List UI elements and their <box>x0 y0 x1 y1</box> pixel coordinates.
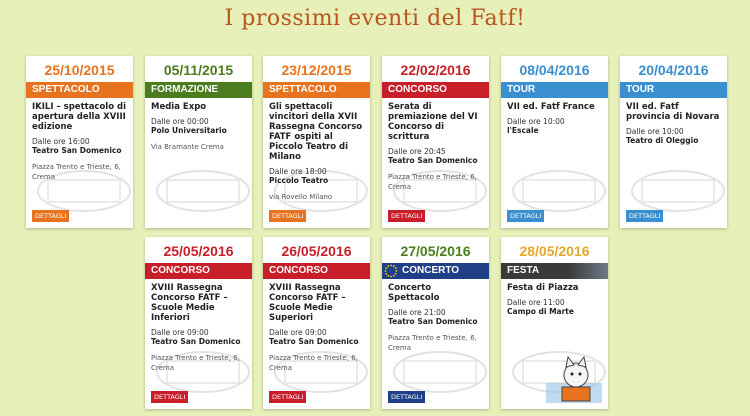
event-body <box>501 98 608 136</box>
festival-watermark-logo <box>628 166 727 216</box>
event-category <box>263 82 370 98</box>
event-body <box>620 98 727 146</box>
event-date: 20/04/2016 <box>638 62 709 78</box>
event-date: 28/05/2016 <box>519 243 590 259</box>
event-time: Dalle ore 18:00 <box>269 167 327 176</box>
event-body <box>145 98 252 152</box>
event-category-label: TOUR <box>507 84 536 95</box>
festival-watermark-logo <box>509 166 608 216</box>
event-place: Teatro San Domenico <box>269 337 359 346</box>
event-time: Dalle ore 10:00 <box>507 117 565 126</box>
event-category <box>145 263 252 279</box>
event-place: Teatro San Domenico <box>388 156 478 165</box>
event-time: Dalle ore 11:00 <box>507 298 565 307</box>
event-category-label: CONCORSO <box>151 265 210 276</box>
event-title[interactable]: VII ed. Fatf provincia di Novara <box>626 102 720 122</box>
event-card[interactable] <box>145 56 252 228</box>
event-category <box>26 82 133 98</box>
event-body <box>145 279 252 373</box>
event-category <box>382 82 489 98</box>
event-address: Piazza Trento e Trieste, 6, Crema <box>269 354 358 372</box>
event-title[interactable]: VII ed. Fatf France <box>507 102 595 112</box>
festa-banner-image <box>568 263 608 279</box>
event-category-label: FESTA <box>507 265 540 276</box>
event-time: Dalle ore 09:00 <box>151 328 209 337</box>
event-address: Piazza Trento e Trieste, 6, Crema <box>32 163 121 181</box>
event-time: Dalle ore 20:45 <box>388 147 446 156</box>
details-button[interactable]: DETTAGLI <box>626 210 663 222</box>
event-title[interactable]: Gli spettacoli vincitori della XVII Rassegna Concorso FATF ospiti al Piccolo Teatro di Milano <box>269 102 363 162</box>
event-card[interactable] <box>382 56 489 228</box>
event-date: 22/02/2016 <box>400 62 471 78</box>
event-body <box>501 279 608 317</box>
event-place: Piccolo Teatro <box>269 176 329 185</box>
event-address: Piazza Trento e Trieste, 6, Crema <box>151 354 240 372</box>
details-button[interactable]: DETTAGLI <box>269 210 306 222</box>
event-title[interactable]: Festa di Piazza <box>507 283 579 293</box>
event-time: Dalle ore 00:00 <box>151 117 209 126</box>
event-category <box>382 263 489 279</box>
event-card[interactable] <box>263 237 370 409</box>
page-title: I prossimi eventi del Fatf! <box>224 6 526 31</box>
event-category <box>501 82 608 98</box>
event-card[interactable] <box>263 56 370 228</box>
event-address: Via Bramante Crema <box>151 143 224 151</box>
event-card[interactable] <box>145 237 252 409</box>
event-time: Dalle ore 16:00 <box>32 137 90 146</box>
event-category <box>501 263 608 279</box>
event-date: 25/05/2016 <box>163 243 234 259</box>
event-title[interactable]: Serata di premiazione del VI Concorso di scrittura <box>388 102 478 142</box>
event-body <box>382 98 489 192</box>
event-place: Polo Universitario <box>151 126 227 135</box>
event-category-label: CONCORSO <box>269 265 328 276</box>
event-place: l'Escale <box>507 126 539 135</box>
eu-flag-icon <box>382 263 400 279</box>
event-time: Dalle ore 21:00 <box>388 308 446 317</box>
event-card[interactable] <box>501 56 608 228</box>
event-category-label: TOUR <box>626 84 655 95</box>
event-time: Dalle ore 10:00 <box>626 127 684 136</box>
details-button[interactable]: DETTAGLI <box>388 391 425 403</box>
event-date: 23/12/2015 <box>281 62 352 78</box>
event-date: 08/04/2016 <box>519 62 590 78</box>
event-address: Piazza Trento e Trieste, 6, Crema <box>388 334 477 352</box>
event-category-label: SPETTACOLO <box>32 84 100 95</box>
event-title[interactable]: XVIII Rassegna Concorso FATF – Scuole Medie Superiori <box>269 283 346 323</box>
event-title[interactable]: XVIII Rassegna Concorso FATF – Scuole Medie Inferiori <box>151 283 228 323</box>
event-category-label: CONCORSO <box>388 84 447 95</box>
event-card[interactable] <box>620 56 727 228</box>
event-card[interactable] <box>382 237 489 409</box>
event-date: 26/05/2016 <box>281 243 352 259</box>
event-time: Dalle ore 09:00 <box>269 328 327 337</box>
festival-watermark-logo <box>390 347 489 397</box>
details-button[interactable]: DETTAGLI <box>151 391 188 403</box>
cat-mascot-illustration <box>544 353 604 405</box>
event-category-label: FORMAZIONE <box>151 84 219 95</box>
event-category <box>263 263 370 279</box>
event-place: Campo di Marte <box>507 307 574 316</box>
event-place: Teatro San Domenico <box>388 317 478 326</box>
details-button[interactable]: DETTAGLI <box>269 391 306 403</box>
event-place: Teatro San Domenico <box>32 146 122 155</box>
event-date: 05/11/2015 <box>163 62 234 78</box>
details-button[interactable]: DETTAGLI <box>388 210 425 222</box>
event-category <box>145 82 252 98</box>
festival-watermark-logo <box>153 166 252 216</box>
event-body <box>263 279 370 373</box>
event-title[interactable]: Media Expo <box>151 102 207 112</box>
event-category-label: SPETTACOLO <box>269 84 337 95</box>
event-body <box>26 98 133 182</box>
event-category-label: CONCERTO <box>402 265 460 276</box>
event-body <box>382 279 489 353</box>
event-card[interactable] <box>26 56 133 228</box>
event-card[interactable] <box>501 237 608 409</box>
event-title[interactable]: Concerto Spettacolo <box>388 283 440 303</box>
event-place: Teatro di Oleggio <box>626 136 699 145</box>
event-place: Teatro San Domenico <box>151 337 241 346</box>
event-date: 27/05/2016 <box>400 243 471 259</box>
event-category <box>620 82 727 98</box>
event-address: via Rovello Milano <box>269 193 333 201</box>
event-address: Piazza Trento e Trieste, 6, Crema <box>388 173 477 191</box>
details-button[interactable]: DETTAGLI <box>507 210 544 222</box>
event-body <box>263 98 370 202</box>
details-button[interactable]: DETTAGLI <box>32 210 69 222</box>
event-title[interactable]: IKILI – spettacolo di apertura della XVIII edizione <box>32 102 127 132</box>
event-date: 25/10/2015 <box>44 62 115 78</box>
